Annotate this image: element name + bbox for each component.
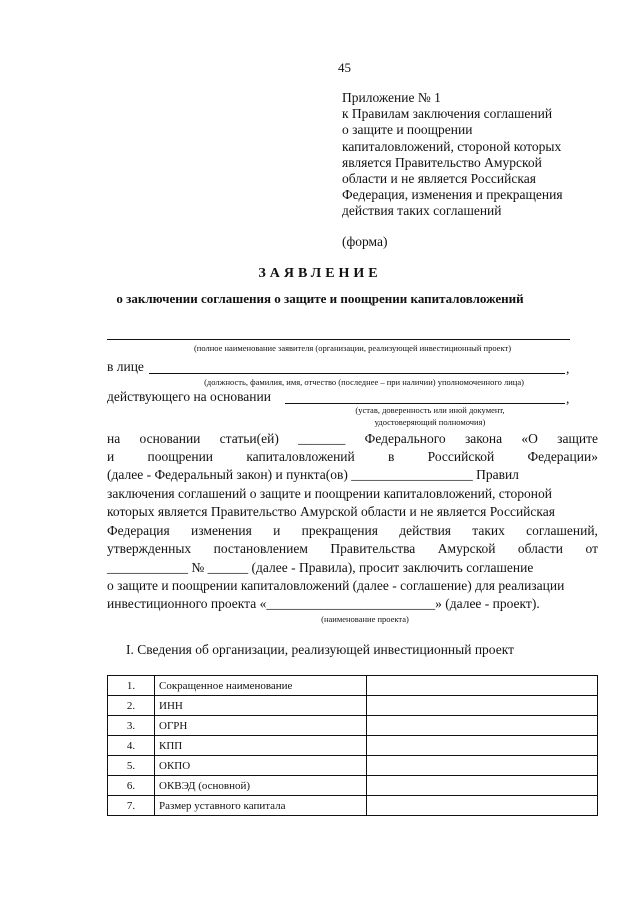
comma: ,: [566, 391, 570, 406]
paragraph-word: _______: [298, 431, 346, 446]
row-label: Сокращенное наименование: [155, 676, 367, 696]
in-person-caption: (должность, фамилия, имя, отчество (последнее – при наличии) уполномоченного лица): [204, 377, 524, 387]
paragraph-word: Федерации»: [527, 449, 598, 464]
in-person-label: в лице: [107, 359, 144, 374]
row-label: ОКПО: [155, 756, 367, 776]
table-row: [108, 676, 598, 696]
paragraph-word: статьи(ей): [219, 431, 279, 446]
paragraph-word: таких: [472, 523, 505, 538]
section-heading: I. Сведения об организации, реализующей инвестиционный проект: [126, 642, 514, 657]
appendix-line: действия таких соглашений: [342, 203, 502, 219]
paragraph-line: [107, 596, 598, 612]
document-subtitle: о заключении соглашения о защите и поощрении капиталовложений: [116, 291, 524, 306]
row-value-cell[interactable]: [367, 756, 598, 776]
row-value-cell[interactable]: [367, 696, 598, 716]
page-number: 45: [338, 60, 351, 75]
paragraph-word: ____________ № ______ (далее - Правила), просит заключить соглашение: [107, 560, 534, 575]
table-row: [108, 736, 598, 756]
appendix-line: Федерация, изменения и прекращения: [342, 187, 563, 203]
form-label: (форма): [342, 234, 388, 249]
appendix-line: Приложение № 1: [342, 90, 441, 105]
row-number: 4.: [108, 736, 155, 756]
paragraph-word: инвестиционного проекта «_________________________» (далее - проект).: [107, 596, 540, 611]
paragraph-word: защите: [557, 431, 598, 446]
row-number: 7.: [108, 796, 155, 816]
row-value-cell[interactable]: [367, 716, 598, 736]
appendix-line: о защите и поощрении: [342, 122, 473, 138]
paragraph-word: изменения: [191, 523, 252, 538]
paragraph-line: [107, 449, 598, 465]
row-number: 2.: [108, 696, 155, 716]
paragraph-word: и: [107, 449, 115, 464]
paragraph-word: которых является Правительство Амурской области и не является Российская: [107, 504, 555, 519]
row-value-cell[interactable]: [367, 796, 598, 816]
row-number: 3.: [108, 716, 155, 736]
paragraph-line: [107, 578, 598, 594]
paragraph-word: закона: [464, 431, 503, 446]
appendix-line: к Правилам заключения соглашений: [342, 106, 553, 122]
row-value-cell[interactable]: [367, 676, 598, 696]
row-value-cell[interactable]: [367, 736, 598, 756]
appendix-line: капиталовложений, стороной которых: [342, 138, 562, 154]
organization-info-table: [107, 675, 598, 816]
paragraph-word: поощрении: [147, 449, 214, 464]
paragraph-word: (далее - Федеральный закон) и пункта(ов) __________________ Правил: [107, 467, 519, 482]
row-number: 6.: [108, 776, 155, 796]
paragraph-line: [107, 504, 598, 520]
applicant-caption: (полное наименование заявителя (организации, реализующей инвестиционный проект): [193, 343, 512, 353]
row-label: ОГРН: [155, 716, 367, 736]
paragraph-line: [107, 541, 598, 557]
row-number: 1.: [108, 676, 155, 696]
paragraph-word: постановлением: [213, 541, 308, 556]
paragraph-word: утвержденных: [107, 541, 192, 556]
paragraph-word: и: [273, 523, 281, 538]
paragraph-word: о защите и поощрении капиталовложений (далее - соглашение) для реализации: [107, 578, 565, 593]
document-title: ЗАЯВЛЕНИЕ: [258, 266, 382, 281]
appendix-header: [342, 90, 602, 220]
basis-caption-2: удостоверяющий полномочия): [374, 417, 486, 427]
paragraph-word: Правительства: [330, 541, 416, 556]
paragraph-word: заключения соглашений о защите и поощрении капиталовложений, стороной: [107, 486, 552, 501]
table-row: [108, 716, 598, 736]
paragraph-line: [107, 560, 598, 576]
table-row: [108, 696, 598, 716]
paragraph-line: [107, 523, 598, 539]
paragraph-word: действия: [399, 523, 452, 538]
table-row: [108, 796, 598, 816]
basis-caption-1: (устав, доверенность или иной документ,: [355, 405, 505, 415]
in-person-line[interactable]: [149, 373, 565, 374]
row-label: ИНН: [155, 696, 367, 716]
paragraph-word: области: [517, 541, 564, 556]
paragraph-word: прекращения: [301, 523, 378, 538]
applicant-name-line[interactable]: [107, 339, 570, 340]
paragraph-line: [107, 431, 598, 447]
paragraph-word: «О: [521, 431, 538, 446]
row-label: КПП: [155, 736, 367, 756]
row-label: ОКВЭД (основной): [155, 776, 367, 796]
paragraph-word: Федерального: [364, 431, 446, 446]
table-row: [108, 776, 598, 796]
project-caption: (наименование проекта): [321, 614, 409, 624]
basis-line[interactable]: [285, 403, 565, 404]
paragraph-word: Амурской: [437, 541, 496, 556]
paragraph-word: в: [388, 449, 395, 464]
paragraph-word: Федерация: [107, 523, 170, 538]
appendix-line: области и не является Российская: [342, 171, 536, 187]
paragraph-word: Российской: [427, 449, 495, 464]
appendix-line: является Правительство Амурской: [342, 154, 542, 170]
row-label: Размер уставного капитала: [155, 796, 367, 816]
paragraph-word: от: [585, 541, 598, 556]
comma: ,: [566, 361, 570, 376]
basis-label: действующего на основании: [107, 389, 271, 404]
row-number: 5.: [108, 756, 155, 776]
paragraph-line: [107, 486, 598, 502]
paragraph-word: капиталовложений: [246, 449, 355, 464]
paragraph-line: [107, 467, 598, 483]
paragraph-word: соглашений,: [526, 523, 598, 538]
row-value-cell[interactable]: [367, 776, 598, 796]
table-row: [108, 756, 598, 776]
paragraph-word: на: [107, 431, 121, 446]
paragraph-word: основании: [139, 431, 201, 446]
